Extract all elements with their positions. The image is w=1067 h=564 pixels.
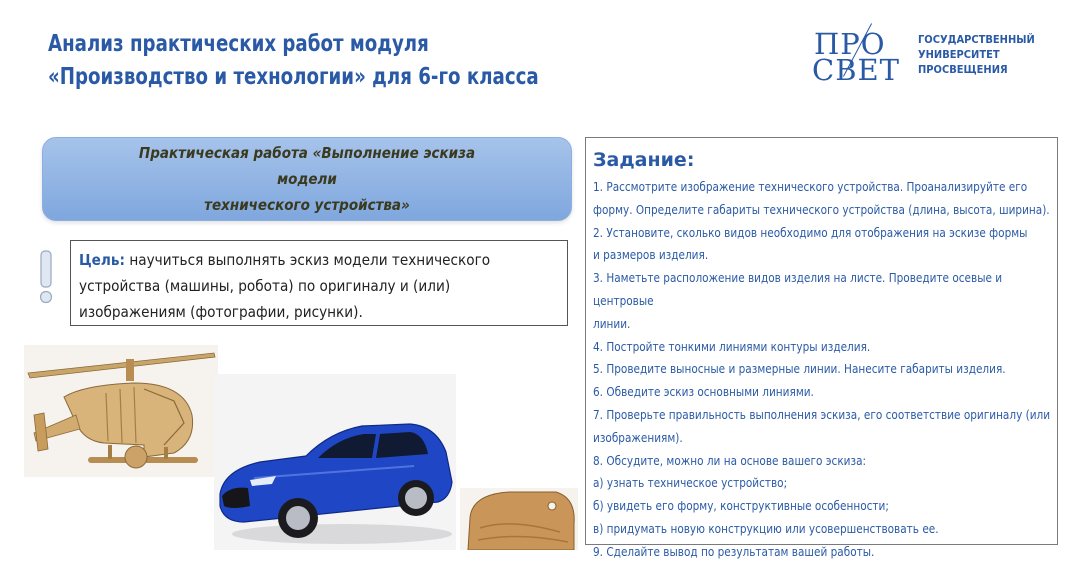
- task-item: б) увидеть его форму, конструктивные особенности;: [593, 499, 889, 514]
- task-item: форму. Определите габариты технического устройства (длина, высота, ширина).: [593, 202, 1050, 217]
- task-item: 9. Сделайте вывод по результатам вашей работы.: [593, 544, 875, 559]
- task-item: 2. Установите, сколько видов необходимо для отображения на эскизе формы: [593, 225, 1028, 240]
- practical-work-title: [118, 140, 496, 218]
- wooden-helicopter-image: [24, 345, 218, 477]
- task-list: [593, 176, 1052, 564]
- logo-text-line-3: ПРОСВЕЩЕНИЯ: [918, 63, 1008, 76]
- logo-word-pro: ПРО: [814, 27, 886, 61]
- practical-work-line-1: Практическая работа «Выполнение эскиза модели: [138, 144, 476, 188]
- task-item: 1. Рассмотрите изображение технического устройства. Проанализируйте его: [593, 180, 1028, 194]
- task-item: 5. Проведите выносные и размерные линии. Нанесите габариты изделия.: [593, 362, 1006, 377]
- task-item: 3. Наметьте расположение видов изделия на листе. Проведите осевые и центровые: [593, 271, 1003, 308]
- goal-text: [79, 247, 554, 325]
- university-logo: [812, 18, 1035, 87]
- task-item: а) узнать техническое устройство;: [593, 476, 788, 491]
- logo-word-svet: СВЕТ: [812, 53, 901, 87]
- title-line-1: Анализ практических работ модуля: [48, 31, 429, 57]
- task-title: Задание:: [593, 149, 695, 171]
- logo-text-line-2: УНИВЕРСИТЕТ: [918, 48, 1000, 61]
- task-box: [585, 137, 1058, 559]
- practical-work-line-2: технического устройства»: [204, 196, 410, 214]
- blue-car-image: [214, 374, 456, 550]
- task-item: 8. Обсудите, можно ли на основе вашего эскиза:: [593, 453, 867, 468]
- task-item: 7. Проверьте правильность выполнения эскиза, его соответствие оригиналу (или: [593, 407, 1051, 422]
- exclamation-icon: [36, 250, 56, 305]
- task-item: 6. Обведите эскиз основными линиями.: [593, 385, 814, 400]
- practical-work-banner: [42, 137, 572, 221]
- goal-line-2: устройства (машины, робота) по оригиналу и (или): [79, 277, 451, 295]
- goal-line-3: изображениям (фотографии, рисунки).: [79, 303, 363, 321]
- task-item: изображениям).: [593, 430, 683, 445]
- task-item: в) придумать новую конструкцию или усовершенствовать ее.: [593, 521, 939, 536]
- task-item: и размеров изделия.: [593, 248, 709, 263]
- task-item: 4. Постройте тонкими линиями контуры изделия.: [593, 339, 871, 354]
- wooden-board-image: [460, 488, 578, 550]
- goal-label: Цель:: [79, 251, 125, 269]
- goal-box: [70, 240, 568, 326]
- page-title: [48, 28, 611, 94]
- task-item: линии.: [593, 316, 631, 331]
- logo-text-line-1: ГОСУДАРСТВЕННЫЙ: [918, 33, 1035, 46]
- logo-university-name: [918, 32, 1035, 77]
- goal-line-1: научиться выполнять эскиз модели технического: [124, 251, 491, 269]
- title-line-2: «Производство и технологии» для 6-го класса: [48, 64, 539, 90]
